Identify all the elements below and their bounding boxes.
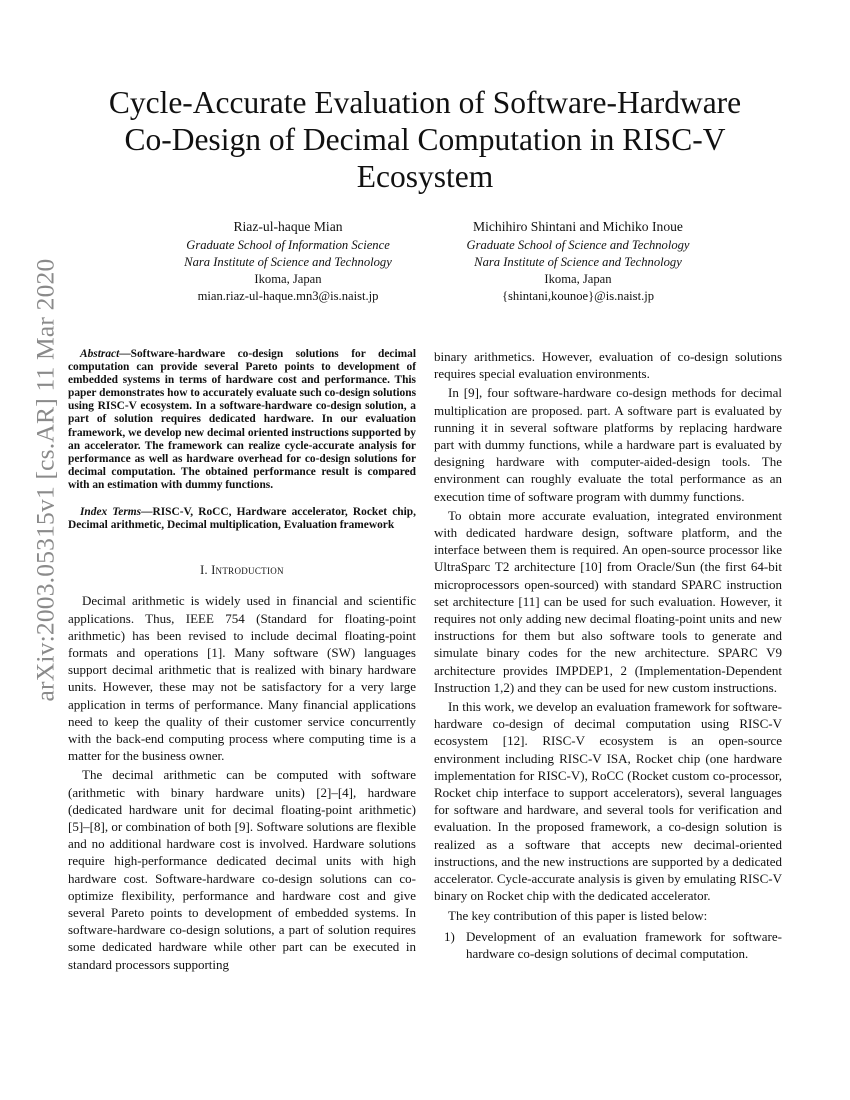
body-paragraph: Decimal arithmetic is widely used in financial and scientific applications. Thus, IEEE 754 (Standard for floating-point arithmetic) has been revised to include decimal floating-point formats and operations [1]. Many software (SW) languages support decimal arithmetic that is realized with binary hardware units. However, these may not be satisfactory for a very large application in terms of performance. Many financial applications need to keep the quality of their customer service concurrently with the back-end computing process where computing time is a matter for the business owner. — [68, 593, 416, 764]
paper-title — [70, 84, 780, 195]
author-block-1 — [138, 218, 438, 305]
author-affiliation: Graduate School of Science and Technology — [466, 238, 690, 252]
left-column — [68, 348, 416, 975]
author-affiliation: Graduate School of Information Science — [186, 238, 390, 252]
body-paragraph-continued: binary arithmetics. However, evaluation of co-design solutions requires special evaluation environments. — [434, 349, 782, 382]
title-line: Ecosystem — [356, 159, 494, 194]
body-paragraph: The decimal arithmetic can be computed with software (arithmetic with binary hardware units) [2]–[4], hardware (dedicated hardware unit for decimal floating-point arithmetic) [5]–[8], or combination of both [9]. Software solutions are flexible and no additional hardware cost is involved. Hardware solutions require high-performance dedicated decimal units with high hardware cost. Software-hardware co-design solutions can co-optimize flexibility, performance and hardware cost and give several Pareto points to development of embedded systems. In software-hardware co-design solutions, a part of solution requires some dedicated hardware while other part can be executed in standard processors supporting — [68, 767, 416, 972]
author-name: Riaz-ul-haque Mian — [233, 219, 343, 234]
author-block-2 — [428, 218, 728, 305]
section-heading-introduction — [68, 562, 416, 579]
title-line: Cycle-Accurate Evaluation of Software-Hardware — [108, 85, 742, 120]
index-terms-text: —RISC-V, RoCC, Hardware accelerator, Rocket chip, Decimal arithmetic, Decimal multiplication, Evaluation framework — [68, 506, 416, 532]
list-item-text: Development of an evaluation framework for software-hardware co-design solutions of decimal computation. — [466, 928, 782, 961]
index-terms — [68, 506, 416, 532]
body-paragraph: To obtain more accurate evaluation, integrated environment with dedicated hardware design, software platform, and the interface between them is required. An open-source processor like UltraSparc T2 architecture [10] from Oracle/Sun (the first 64-bit microprocessors open-sourced) with standard SPARC instruction set architecture [11] can be used for such evaluation. However, it requires not only adding new decimal floating-point units and new instructions for them but also software tools to generate and simulate binary codes for the new architecture. SPARC V9 architecture provides IMPDEP1, 2 (Implementation-Dependent Instruction 1,2) and they can be used for new custom instructions. — [434, 507, 782, 695]
right-column — [434, 348, 782, 962]
body-paragraph: The key contribution of this paper is listed below: — [448, 907, 708, 923]
title-line: Co-Design of Decimal Computation in RISC-V — [124, 122, 726, 157]
abstract — [68, 348, 416, 492]
author-email: {shintani,kounoe}@is.naist.jp — [501, 289, 655, 303]
body-paragraph: In this work, we develop an evaluation framework for software-hardware co-design of decimal computation using RISC-V ecosystem [12]. RISC-V ecosystem is an open-source environment including RISC-V ISA, Rocket chip (one hardware implementation for RISC-V), RoCC (Rocket custom co-processor, Rocket chip interface to support accelerators), several languages for software and hardware, and several tools for verification and evaluation. In the proposed framework, a co-design solution is realized as a software that accepts new decimal-oriented instructions, and the new instructions are supported by a dedicated accelerator. Cycle-accurate analysis is given by emulating RISC-V binary on Rocket chip with the dedicated accelerator. — [434, 699, 782, 904]
list-item-number: 1) — [444, 928, 455, 944]
section-title: Introduction — [211, 563, 284, 578]
author-affiliation: Nara Institute of Science and Technology — [474, 255, 682, 269]
author-affiliation: Nara Institute of Science and Technology — [184, 255, 392, 269]
abstract-text: —Software-hardware co-design solutions for decimal computation can provide several Pareto points to development of embedded systems in terms of hardware cost and performance. This paper demonstrates how to accurately evaluate such co-design solutions using RISC-V ecosystem. In a software-hardware co-design solution, a part of solution requires dedicated hardware. In our evaluation framework, we develop new decimal oriented instructions supported by an accelerator. The framework can realize cycle-accurate analysis for performance as well as hardware overhead for co-design solutions for decimal computation. The obtained performance result is compared with an estimation with dummy functions. — [68, 348, 416, 491]
body-paragraph: In [9], four software-hardware co-design methods for decimal multiplication are proposed. part. A software part is evaluated by running it in several software platforms by replacing hardware part with dummy functions, while a hardware part is evaluated by designing hardware with computer-aided-design tools. The environment can roughly evaluate the total performance as an execution time of software program with dummy functions. — [434, 385, 782, 504]
section-number: I. — [200, 563, 212, 578]
author-location: Ikoma, Japan — [254, 272, 322, 286]
index-terms-lead: Index Terms — [80, 506, 142, 519]
contribution-list — [434, 928, 782, 962]
abstract-lead: Abstract — [80, 348, 120, 360]
author-name: Michihiro Shintani and Michiko Inoue — [473, 219, 683, 234]
list-item — [434, 928, 782, 962]
arxiv-identifier-text: arXiv:2003.05315v1 [cs.AR] 11 Mar 2020 — [30, 258, 59, 702]
author-email: mian.riaz-ul-haque.mn3@is.naist.jp — [197, 289, 379, 303]
author-location: Ikoma, Japan — [544, 272, 612, 286]
